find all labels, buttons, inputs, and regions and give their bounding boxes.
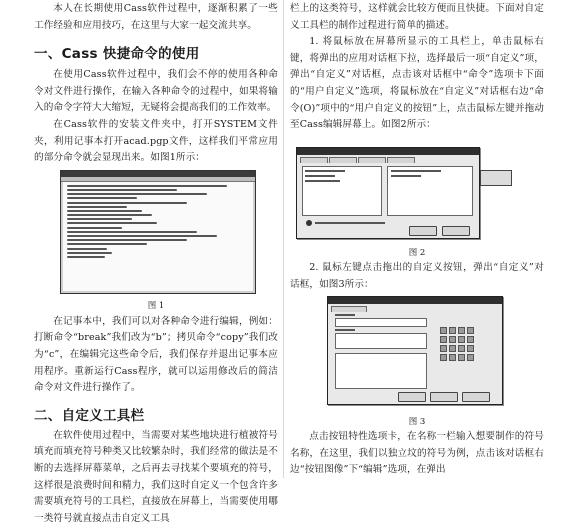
figure-1-text-lines: [61, 182, 255, 258]
dragged-custom-button: [480, 170, 512, 186]
section2-paragraph-1: 在软件使用过程中，当需要对某些地块进行植被符号填充而填充符号种类又比较繁杂时，我们经常的做法是不断的去选择屏幕菜单，之后再去寻找某个要填充的符号，这样很是浪费时间和精力，我们这时自定义一个包含许多需要填充符号的工具栏，直接放在屏幕上，当需要使用哪一类符号就直接点击自定义工具: [34, 429, 278, 524]
right-paragraph-1: 栏上的这类符号，这样就会比较方便而且快捷。下面对自定义工具栏的制作过程进行简单的描述。: [290, 3, 544, 31]
column-divider: [283, 0, 284, 478]
figure-3-name-input: [335, 318, 427, 327]
figure-2-categories-list: [302, 166, 382, 216]
figure-2-commands-list: [387, 166, 473, 216]
figure-3-custom-button-dialog: [327, 296, 503, 405]
figure-3-button-image-grid: [440, 327, 474, 361]
right-paragraph-2: 1. 将鼠标放在屏幕所显示的工具栏上，单击鼠标右键，将弹出的应用对话框下拉，选择最后一项“自定义”项，弹出“自定义”对话框，点击该对话框中“命令”选项卡下面的“用户自定义”选项，将鼠标放在“自定义”对话框右边“命令(O)”项中的“用户自定义的按钮”上，点击鼠标左键并拖动至Cass编辑屏幕上。如图2所示：: [290, 36, 544, 131]
figure-3-help-button: [462, 392, 490, 402]
figure-3-caption: 图 3: [408, 417, 426, 427]
figure-2-caption: 图 2: [408, 248, 426, 258]
figure-3-tabs: [328, 304, 502, 312]
figure-3-macro-input: [335, 353, 427, 389]
right-paragraph-3: 2. 鼠标左键点击拖出的自定义按钮，弹出“自定义”对话框，如图3所示：: [290, 262, 544, 290]
left-column: [34, 0, 278, 527]
figure-3-titlebar: [328, 297, 502, 304]
section1-paragraph-3: 在记事本中，我们可以对各种命令进行编辑，例如：打断命令“break”我们改为“b”；拷贝命令“copy”我们改为“c”，在编辑完这些命令后，我们保存并退出记事本应用程序。重新运行Cass程序，就可以运用修改后的简洁命令对文件进行操作了。: [34, 315, 278, 394]
figure-3-help-input: [335, 333, 427, 349]
right-column: [290, 0, 544, 134]
figure-2-close-button: [409, 226, 437, 236]
section2-heading: 二、自定义工具栏: [34, 407, 145, 424]
intro-paragraph: 本人在长期使用Cass软件过程中，逐渐积累了一些工作经验和应用技巧，在这里与大家一起交流共享。: [34, 3, 278, 31]
section1-heading: 一、Cass 快捷命令的使用: [34, 46, 200, 63]
figure-1-caption: 图 1: [147, 300, 165, 311]
figure-1-command-window: [60, 170, 256, 294]
figure-2-titlebar: [297, 148, 479, 155]
figure-2-tabs: [297, 155, 479, 163]
figure-3-ok-button: [398, 392, 426, 402]
figure-2-help-button: [442, 226, 470, 236]
figure-2-customize-dialog: [296, 147, 480, 239]
section1-paragraph-2: 在Cass软件的安装文件夹中，打开SYSTEM文件夹，利用记事本打开acad.pgp文件，这样我们平常应用的部分命令就会显现出来。如图1所示：: [34, 118, 278, 164]
figure-3-cancel-button: [430, 392, 458, 402]
section1-paragraph-1: 在使用Cass软件过程中，我们会不停的使用各种命令对文件进行操作，在输入各种命令的过程中，如果将输入的命令字符大大缩短，无疑将会提高我们的工作效率。: [34, 69, 278, 114]
right-paragraph-4: 点击按钮特性选项卡，在名称一栏输入想要制作的符号名称，在这里，我们以独立坟的符号为例，点击该对话框右边“按钮图像”下“编辑”选项，在弹出: [290, 431, 544, 476]
